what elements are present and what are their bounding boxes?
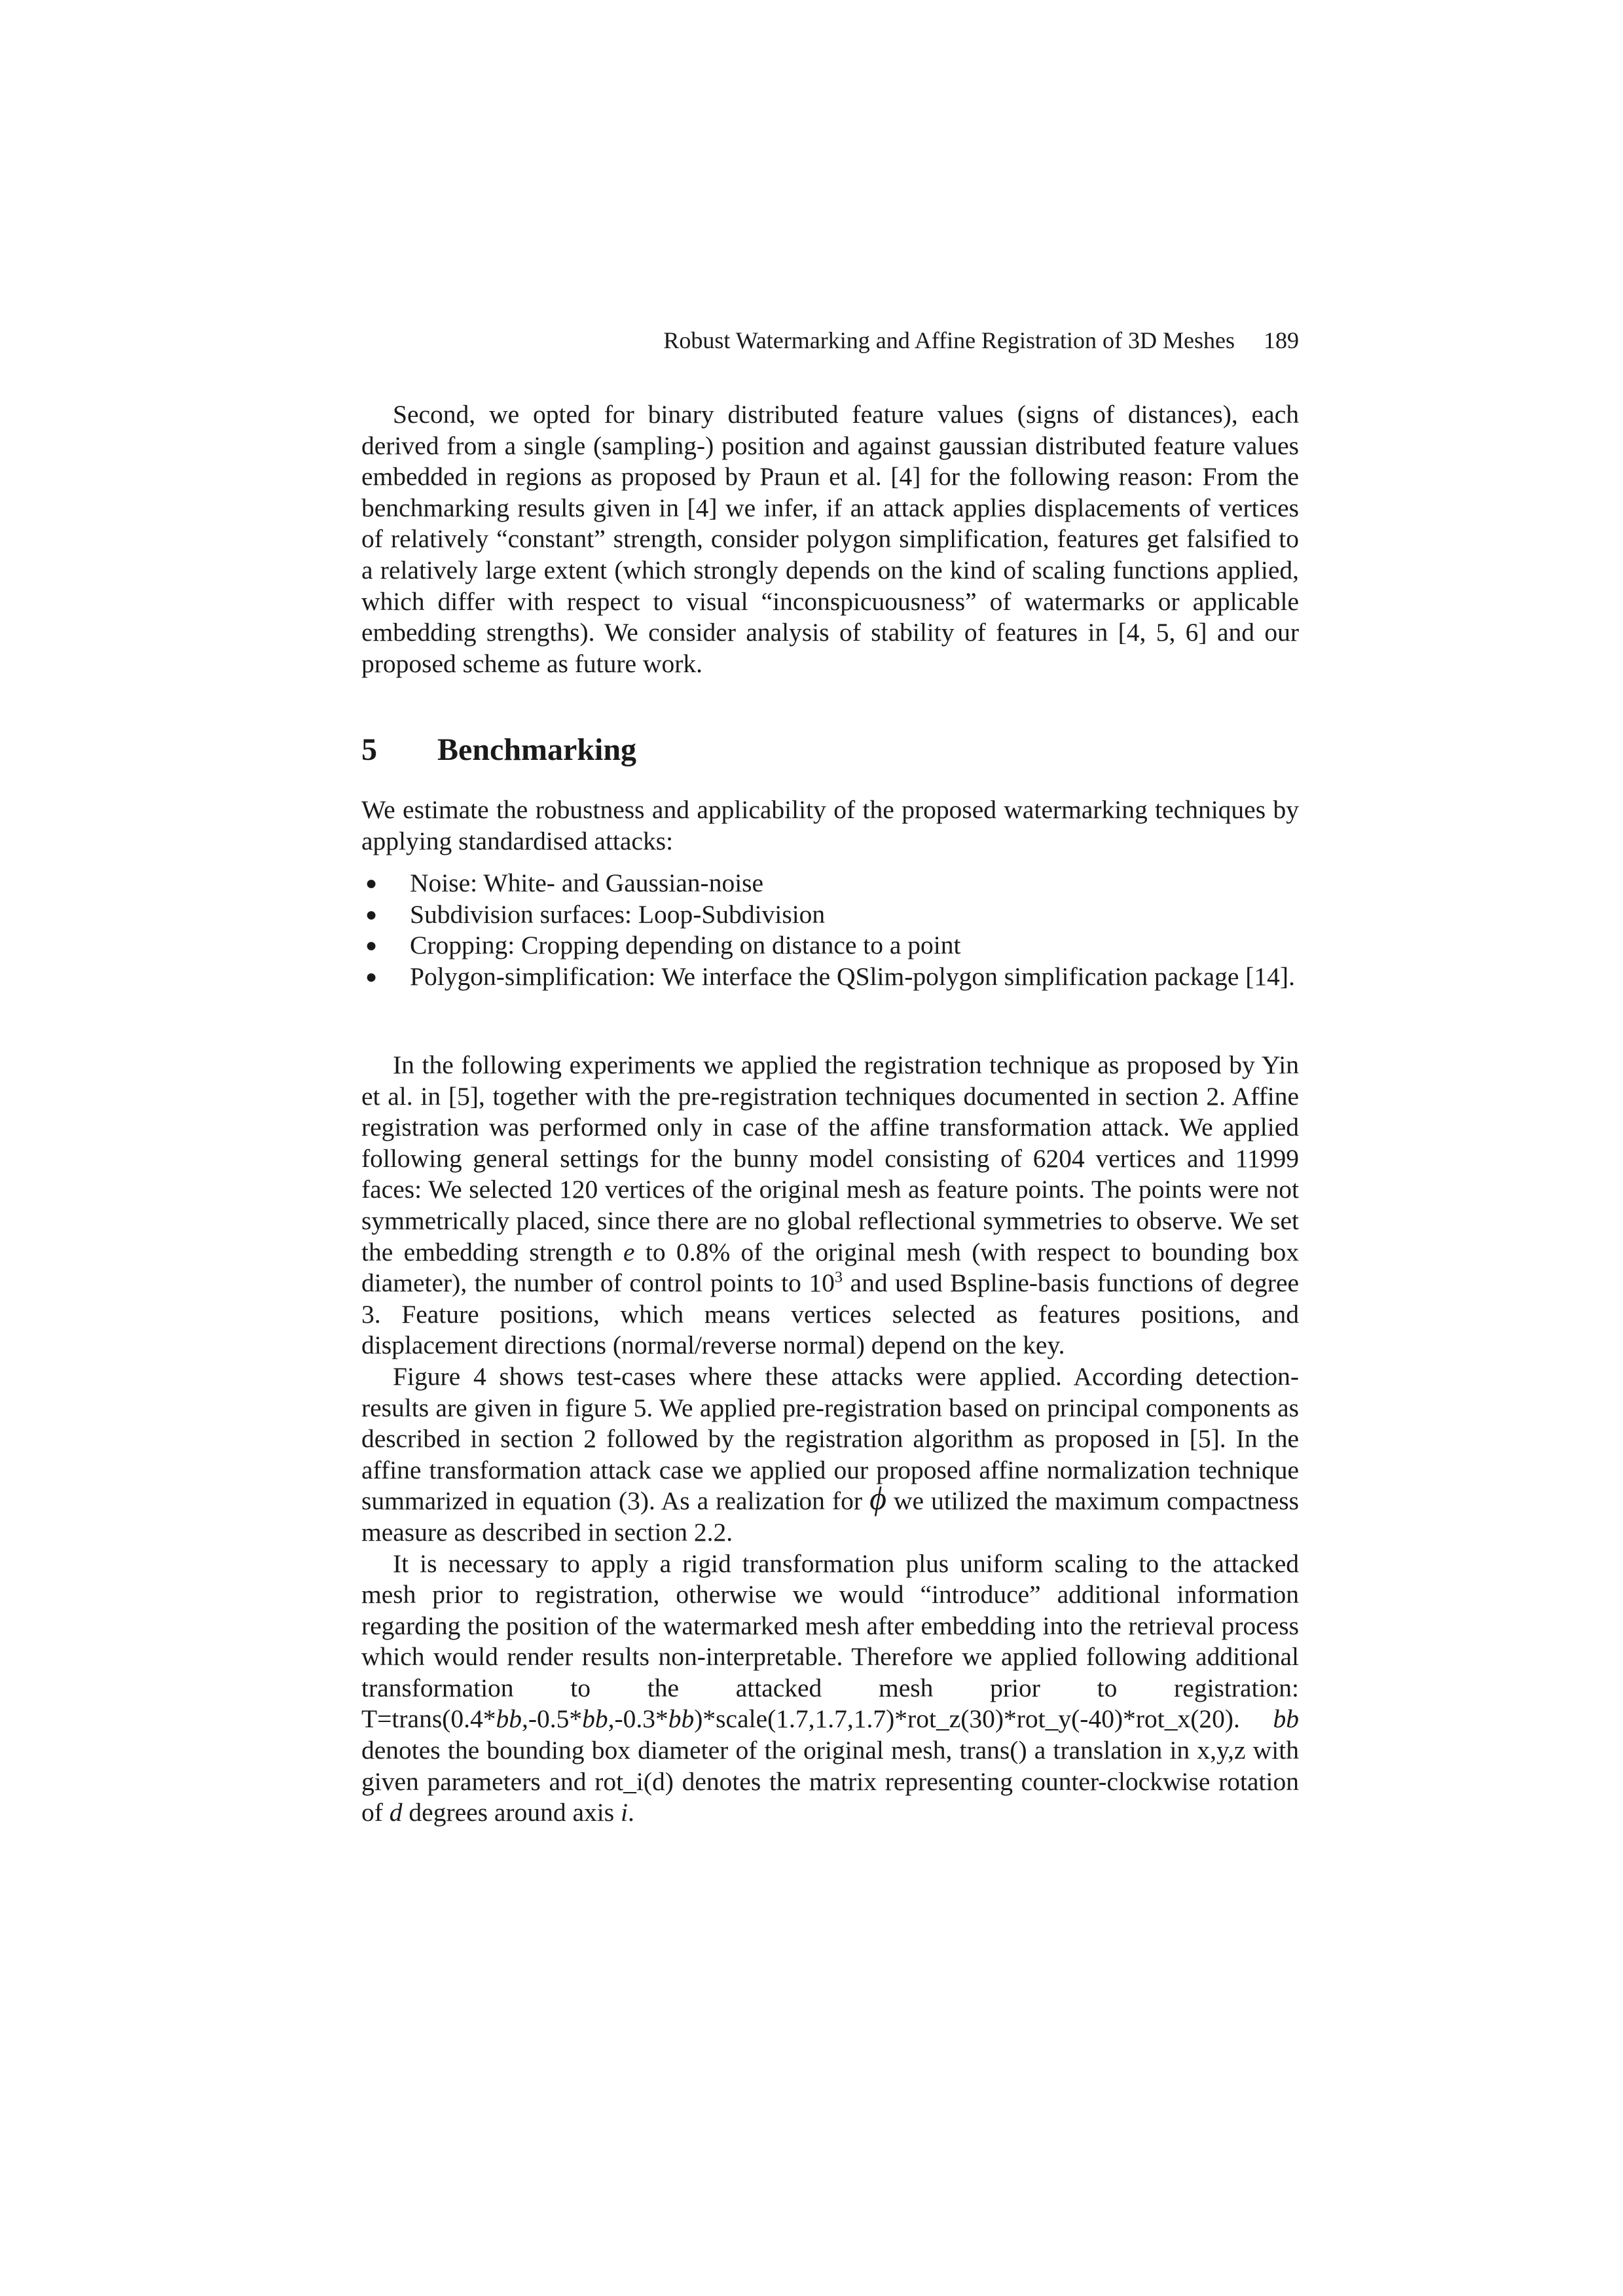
bullet-icon: ● <box>365 935 378 957</box>
bullet-icon: ● <box>365 903 378 925</box>
bullet-icon: ● <box>365 965 378 988</box>
section-title: Benchmarking <box>437 732 637 767</box>
list-item: ● Polygon-simplification: We interface the QSlim-polygon simplification package [14]. <box>361 961 1299 993</box>
attack-bullet-list <box>361 868 1299 992</box>
section-heading <box>361 730 1299 770</box>
variable-e: e <box>623 1237 635 1266</box>
paragraph-1: Second, we opted for binary distributed feature values (signs of distances), each derived from a single (sampling-) position and against gaussian distributed feature values embedded in regions as proposed by Praun et al. [4] for the following reason: From the benchmarking results given in [4] we infer, if an attack applies displacements of vertices of relatively “constant” strength, consider polygon simplification, features get falsified to a relatively large extent (which strongly depends on the kind of scaling functions applied, which differ with respect to visual “inconspicuousness” of watermarks or applicable embedding strengths). We consider analysis of stability of features in [4, 5, 6] and our proposed scheme as future work. <box>361 400 1299 678</box>
paragraph-rigid-transform: It is necessary to apply a rigid transformation plus uniform scaling to the attacked mesh prior to registration, otherwise we would “introduce” additional information regarding the position of the watermarked mesh after embedding into the retrieval process which would render results non-interpretable. Therefore we applied following additional transformation to the attacked mesh prior to registration: T=trans(0.4*bb,-0.5*bb,-0.3*bb)*scale(1.7,1.7,1.7)*rot_z(30)*rot_y(-40)*rot_x(20). bb denotes the bounding box diameter of the original mesh, trans() a translation in x,y,z with given parameters and rot_i(d) denotes the matrix representing counter-clockwise rotation of d degrees around axis i. <box>361 1549 1299 1827</box>
list-item: ● Noise: White- and Gaussian-noise <box>361 868 1299 899</box>
section-5-heading <box>361 730 1299 770</box>
section-number: 5 <box>361 732 377 767</box>
phi-symbol: ϕ <box>869 1480 886 1517</box>
list-item: ● Subdivision surfaces: Loop-Subdivision <box>361 899 1299 931</box>
paragraph-experiments: In the following experiments we applied the registration technique as proposed by Yin et al. in [5], together with the pre-registration techniques documented in section 2. Affine registration was performed only in case of the affine transformation attack. We applied following general settings for the bunny model consisting of 6204 vertices and 11999 faces: We selected 120 vertices of the original mesh as feature points. The points were not symmetrically placed, since there are no global reflectional symmetries to observe. We set the embedding strength e to 0.8% of the original mesh (with respect to bounding box diameter), the number of control points to $10^3$ and used Bspline-basis functions of degree 3. Feature positions, which means vertices selected as features positions, and displacement directions (normal/reverse normal) depend on the key. <box>361 1050 1300 1360</box>
bullet-icon: ● <box>365 872 378 894</box>
paragraph-feature-values <box>361 399 1299 679</box>
list-item: ● Cropping: Cropping depending on distance to a point <box>361 930 1299 961</box>
running-head <box>361 326 1299 355</box>
intro-paragraph: We estimate the robustness and applicability of the proposed watermarking techniques by applying standardised attacks: <box>361 795 1299 855</box>
experiments-block <box>361 1050 1299 1829</box>
page-number: 189 <box>1264 327 1299 353</box>
attack-list <box>361 868 1299 992</box>
intro-block <box>361 795 1299 857</box>
exponent: 3 <box>834 1269 843 1286</box>
running-head-title: Robust Watermarking and Affine Registration of 3D Meshes <box>663 327 1235 353</box>
paragraph-figure-results: Figure 4 shows test-cases where these attacks were applied. According detection-results are given in figure 5. We applied pre-registration based on principal components as described in section 2 followed by the registration algorithm as proposed in [5]. In the affine transformation attack case we applied our proposed affine normalization technique summarized in equation (3). As a realization for ϕ we utilized the maximum compactness measure as described in section 2.2. <box>361 1361 1299 1547</box>
